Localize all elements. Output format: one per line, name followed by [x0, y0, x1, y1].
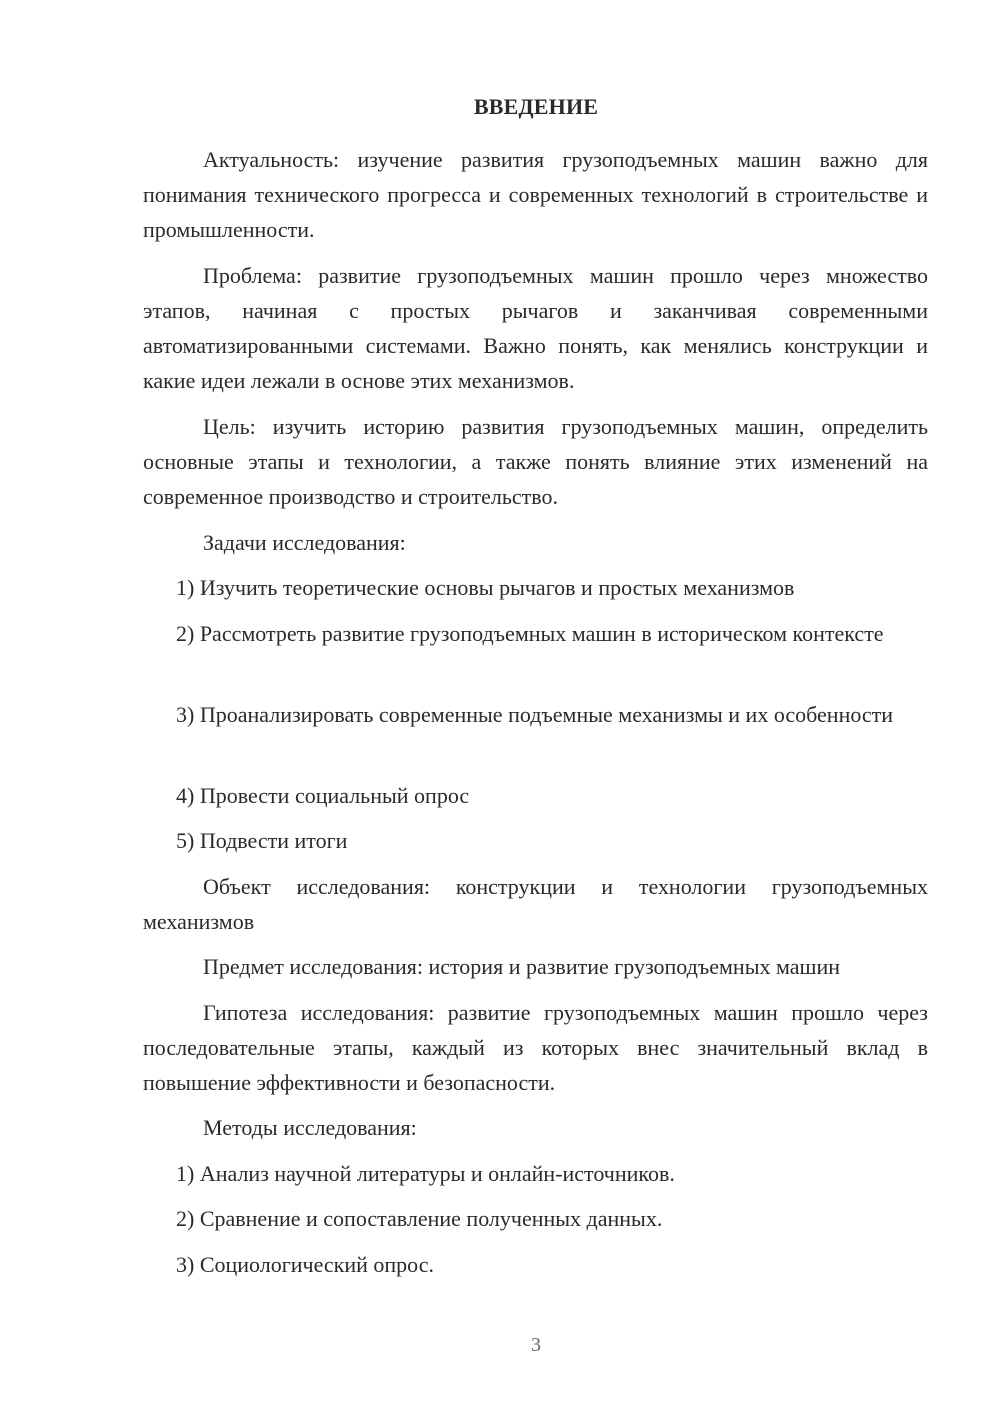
- paragraph-goal: Цель: изучить историю развития грузоподъемных машин, определить основные этапы и технологии, а также понять влияние этих изменений на современное производство и строительство.: [143, 414, 928, 509]
- paragraph-hypothesis: Гипотеза исследования: развитие грузоподъемных машин прошло через последовательные этапы, каждый из которых внес значительный вклад в повышение эффективности и безопасности.: [143, 1000, 928, 1095]
- page-number: 3: [531, 1334, 541, 1356]
- paragraph-problem: Проблема: развитие грузоподъемных машин прошло через множество этапов, начиная с простых рычагов и заканчивая современными автоматизированными системами. Важно понять, как менялись конструкции и какие идеи лежали в основе этих механизмов.: [143, 263, 928, 393]
- paragraph-object: Объект исследования: конструкции и технологии грузоподъемных механизмов: [143, 874, 928, 934]
- method-item: 3) Социологический опрос.: [176, 1252, 434, 1277]
- paragraph-relevance: Актуальность: изучение развития грузоподъемных машин важно для понимания технического прогресса и современных технологий в строительстве и промышленности.: [143, 147, 928, 242]
- task-item: 1) Изучить теоретические основы рычагов и простых механизмов: [176, 575, 795, 600]
- method-item: 1) Анализ научной литературы и онлайн-источников.: [176, 1161, 675, 1186]
- page-heading: ВВЕДЕНИЕ: [473, 94, 599, 119]
- task-item: 4) Провести социальный опрос: [176, 783, 470, 808]
- paragraph-subject: Предмет исследования: история и развитие грузоподъемных машин: [203, 954, 841, 979]
- tasks-title: Задачи исследования:: [203, 530, 406, 555]
- task-item: 2) Рассмотреть развитие грузоподъемных машин в историческом контексте: [176, 621, 884, 646]
- task-item: 3) Проанализировать современные подъемные механизмы и их особенности: [176, 702, 894, 727]
- method-item: 2) Сравнение и сопоставление полученных данных.: [176, 1206, 663, 1231]
- task-item: 5) Подвести итоги: [176, 828, 348, 853]
- methods-title: Методы исследования:: [203, 1115, 417, 1140]
